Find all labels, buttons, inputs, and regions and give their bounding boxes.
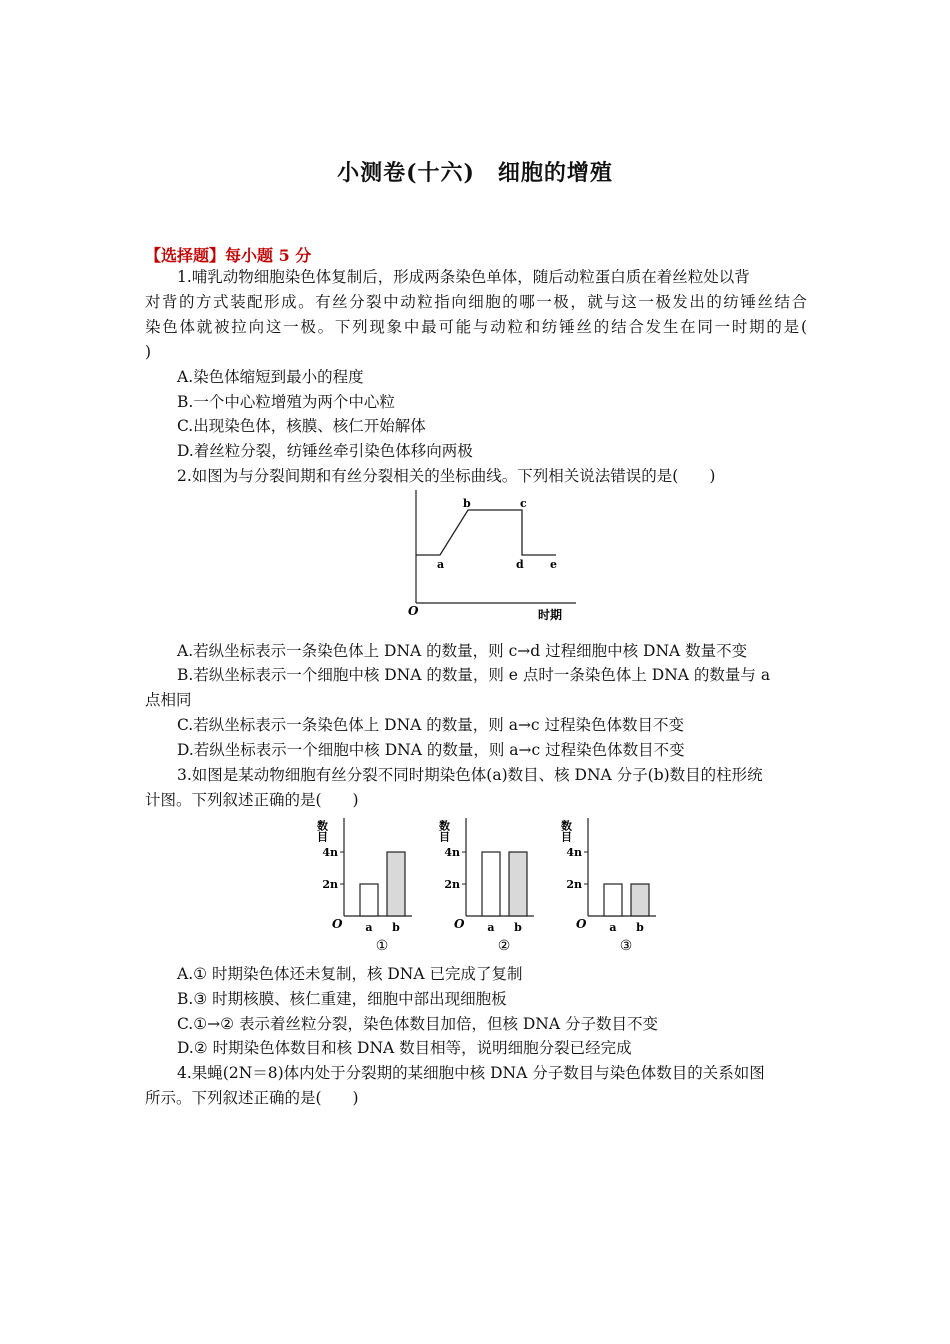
q3-bar-charts: [310, 812, 670, 960]
chart-3-category-label: a: [609, 921, 617, 934]
q4-line-1: 4.果蝇(2N＝8)体内处于分裂期的某细胞中核 DNA 分子数目与染色体数目的关系如图: [177, 1064, 765, 1082]
chart-1-origin-label: O: [332, 917, 343, 931]
q4-line-2: 所示。下列叙述正确的是( ): [145, 1089, 359, 1107]
chart-2-tick-label: 4n: [444, 846, 460, 859]
chart-3-caption: ③: [619, 938, 633, 954]
chart-3-tick-label: 2n: [566, 878, 582, 891]
q2-point-a: a: [437, 558, 445, 571]
q2-option-c: C.若纵坐标表示一条染色体上 DNA 的数量，则 a→c 过程染色体数目不变: [177, 716, 685, 734]
chart-1-tick-label: 4n: [322, 846, 338, 859]
q3-option-c: C.①→② 表示着丝粒分裂，染色体数目加倍，但核 DNA 分子数目不变: [177, 1015, 658, 1033]
chart-3-origin-label: O: [576, 917, 587, 931]
q3-line-1: 3.如图是某动物细胞有丝分裂不同时期染色体(a)数目、核 DNA 分子(b)数目的柱形统: [177, 766, 763, 784]
chart-1-category-label: a: [365, 921, 373, 934]
chart-1-category-label: b: [392, 921, 400, 934]
q1-line-1: 1.哺乳动物细胞染色体复制后，形成两条染色单体，随后动粒蛋白质在着丝粒处以背: [177, 268, 750, 286]
q3-option-b: B.③ 时期核膜、核仁重建，细胞中部出现细胞板: [177, 990, 507, 1008]
chart-3-bar-a: [604, 884, 622, 916]
chart-2-bar-a: [482, 852, 500, 916]
chart-1-bar-a: [360, 884, 378, 916]
chart-3-tick-label: 4n: [566, 846, 582, 859]
q1-line-4: ): [145, 343, 152, 361]
q3-option-a: A.① 时期染色体还未复制，核 DNA 已完成了复制: [177, 965, 523, 983]
chart-2-origin-label: O: [454, 917, 465, 931]
chart-2-ylabel: 数目: [437, 820, 451, 842]
q1-line-3: 染色体就被拉向这一极。下列现象中最可能与动粒和纺锤丝的结合发生在同一时期的是(: [145, 318, 807, 336]
page-title: 小测卷(十六) 细胞的增殖: [337, 160, 613, 186]
q2-stem: 2.如图为与分裂间期和有丝分裂相关的坐标曲线。下列相关说法错误的是( ): [177, 467, 716, 485]
chart-1-ylabel: 数目: [315, 820, 329, 842]
q2-coordinate-graph: [400, 488, 580, 628]
chart-2-category-label: b: [514, 921, 522, 934]
q2-option-a: A.若纵坐标表示一条染色体上 DNA 的数量，则 c→d 过程细胞中核 DNA 数量不变: [177, 642, 748, 660]
chart-2-tick-label: 2n: [444, 878, 460, 891]
q2-point-c: c: [520, 497, 527, 510]
chart-2-bar-b: [509, 852, 527, 916]
q3-option-d: D.② 时期染色体数目和核 DNA 数目相等，说明细胞分裂已经完成: [177, 1039, 632, 1057]
chart-1-caption: ①: [375, 938, 389, 954]
q1-option-c: C.出现染色体，核膜、核仁开始解体: [177, 417, 426, 435]
q2-option-b-line-1: B.若纵坐标表示一个细胞中核 DNA 的数量，则 e 点时一条染色体上 DNA 的数量与 a: [177, 666, 771, 684]
q2-option-b-line-2: 点相同: [145, 691, 192, 709]
section-heading: 【选择题】每小题 5 分: [145, 246, 312, 265]
chart-3-category-label: b: [636, 921, 644, 934]
q2-origin-label: O: [408, 604, 419, 618]
q2-point-d: d: [516, 558, 524, 571]
q3-line-2: 计图。下列叙述正确的是( ): [145, 791, 359, 809]
chart-1-tick-label: 2n: [322, 878, 338, 891]
q1-option-b: B.一个中心粒增殖为两个中心粒: [177, 393, 395, 411]
q2-xlabel: 时期: [538, 608, 563, 622]
chart-3-bar-b: [631, 884, 649, 916]
chart-2-caption: ②: [497, 938, 511, 954]
q2-point-e: e: [550, 558, 557, 571]
q2-curve: [416, 510, 556, 555]
chart-1-bar-b: [387, 852, 405, 916]
q1-option-d: D.着丝粒分裂，纺锤丝牵引染色体移向两极: [177, 442, 473, 460]
q2-point-b: b: [463, 497, 471, 510]
chart-3-ylabel: 数目: [559, 820, 573, 842]
q1-line-2: 对背的方式装配形成。有丝分裂中动粒指向细胞的哪一极，就与这一极发出的纺锤丝结合: [145, 293, 807, 311]
chart-2-category-label: a: [487, 921, 495, 934]
q2-option-d: D.若纵坐标表示一个细胞中核 DNA 的数量，则 a→c 过程染色体数目不变: [177, 741, 685, 759]
q1-option-a: A.染色体缩短到最小的程度: [177, 368, 364, 386]
